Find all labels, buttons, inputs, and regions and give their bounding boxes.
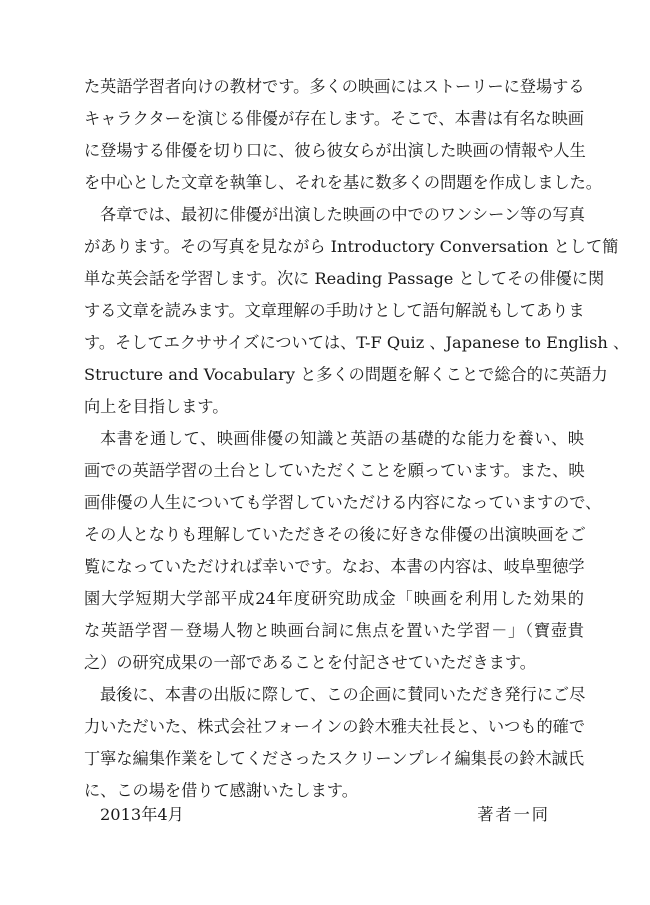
text-line: 画での英語学習の土台としていただくことを願っています。また、映 <box>84 461 585 480</box>
text-line: 丁寧な編集作業をしてくださったスクリーンプレイ編集長の鈴木誠氏 <box>84 749 585 768</box>
text-line: に登場する俳優を切り口に、彼ら彼女らが出演した映画の情報や人生 <box>84 141 586 160</box>
text-line: 本書を通して、映画俳優の知識と英語の基礎的な能力を養い、映 <box>100 429 584 448</box>
text-line: 最後に、本書の出版に際して、この企画に賛同いただき発行にご尽 <box>100 685 586 704</box>
author-text: 著者一同 <box>477 805 550 824</box>
text-line: 力いただいた、株式会社フォーインの鈴木雅夫社長と、いつも的確で <box>84 717 586 736</box>
text-line: を中心とした文章を執筆し、それを基に数多くの問題を作成しました。 <box>84 173 602 192</box>
text-line: 向上を目指します。 <box>84 397 229 416</box>
paragraph-4 <box>84 679 584 807</box>
text-line: その人となりも理解していただきその後に好きな俳優の出演映画をご <box>84 525 586 544</box>
text-line: 単な英会話を学習します。次に Reading Passage としてその俳優に関 <box>84 269 605 288</box>
document-body <box>84 71 630 807</box>
paragraph-2 <box>84 199 630 423</box>
signature-line <box>100 799 550 831</box>
text-line: 覧になっていただければ幸いです。なお、本書の内容は、岐阜聖徳学 <box>84 557 585 576</box>
text-line: する文章を読みます。文章理解の手助けとして語句解説もしてありま <box>84 301 585 320</box>
paragraph-1 <box>84 71 602 199</box>
text-line: す。そしてエクササイズについては、T-F Quiz 、Japanese to English 、 <box>84 333 630 352</box>
text-line: た英語学習者向けの教材です。多くの映画にはストーリーに登場する <box>84 77 585 96</box>
paragraph-3 <box>84 423 602 679</box>
text-line: キャラクターを演じる俳優が存在します。そこで、本書は有名な映画 <box>84 109 584 128</box>
text-line: 各章では、最初に俳優が出演した映画の中でのワンシーン等の写真 <box>100 205 585 224</box>
text-line: に、この場を借りて感謝いたします。 <box>84 781 358 800</box>
text-line: 園大学短期大学部平成24年度研究助成金「映画を利用した効果的 <box>84 589 584 608</box>
text-line: があります。その写真を見ながら Introductory Conversation として簡 <box>84 237 619 256</box>
text-line: Structure and Vocabulary と多くの問題を解くことで総合的に英語力 <box>84 365 608 384</box>
text-line: 画俳優の人生についても学習していただける内容になっていますので、 <box>84 493 602 512</box>
date-text: 2013年4月 <box>100 805 184 824</box>
text-line: な英語学習－登場人物と映画台詞に焦点を置いた学習－」（寶壺貴 <box>84 621 584 640</box>
text-line: 之）の研究成果の一部であることを付記させていただきます。 <box>84 653 536 672</box>
